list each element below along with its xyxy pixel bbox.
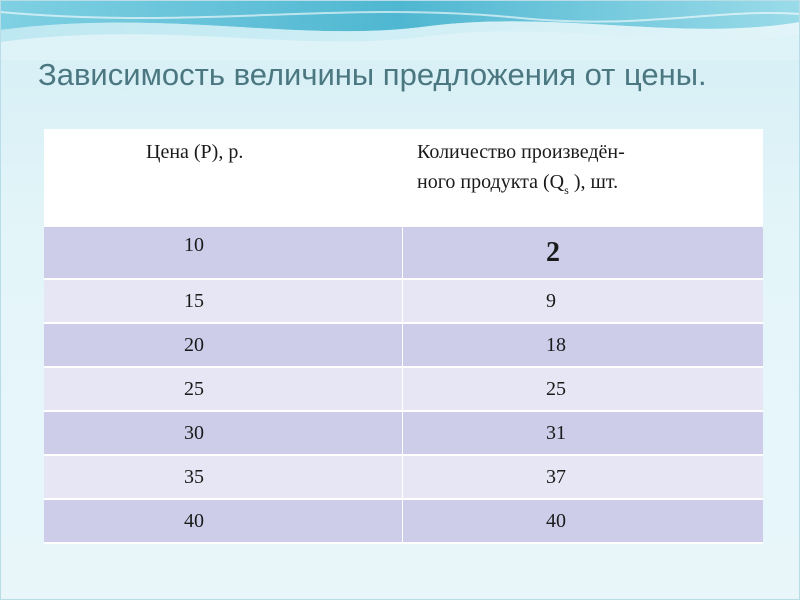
table-row (44, 368, 763, 412)
header-quantity-line2-end: ), шт. (568, 171, 619, 193)
slide-title: Зависимость величины предложения от цены. (38, 57, 707, 92)
quantity-cell (403, 324, 763, 368)
quantity-cell (403, 280, 763, 324)
quantity-value: 25 (546, 377, 566, 400)
decorative-wave-header (0, 0, 800, 60)
quantity-value: 37 (546, 465, 566, 488)
header-quantity (403, 129, 763, 228)
price-value: 15 (184, 289, 204, 312)
table-row (44, 228, 763, 280)
table-row (44, 412, 763, 456)
table-row (44, 280, 763, 324)
quantity-value: 2 (546, 237, 560, 268)
header-quantity-line1: Количество произведён- (417, 141, 625, 163)
price-value: 10 (184, 233, 204, 256)
price-cell (44, 280, 403, 324)
quantity-value: 31 (546, 421, 566, 444)
price-cell (44, 368, 403, 412)
quantity-value: 40 (546, 509, 566, 532)
price-value: 25 (184, 377, 204, 400)
price-cell (44, 324, 403, 368)
quantity-cell (403, 500, 763, 544)
table-row (44, 456, 763, 500)
header-quantity-label (403, 129, 763, 199)
header-price-label: Цена (P), р. (146, 141, 244, 163)
quantity-cell (403, 412, 763, 456)
table-header-row (44, 129, 763, 228)
supply-table (44, 129, 763, 544)
header-quantity-subscript: s (564, 183, 569, 197)
price-value: 35 (184, 465, 204, 488)
table-row (44, 324, 763, 368)
price-value: 30 (184, 421, 204, 444)
table-row (44, 500, 763, 544)
price-cell (44, 412, 403, 456)
quantity-cell (403, 368, 763, 412)
header-price (44, 129, 403, 228)
header-quantity-line2: ного продукта (Q (417, 171, 565, 193)
quantity-cell (403, 228, 763, 280)
price-cell (44, 228, 403, 280)
price-value: 20 (184, 333, 204, 356)
quantity-cell (403, 456, 763, 500)
quantity-value: 18 (546, 333, 566, 356)
quantity-value: 9 (546, 289, 556, 312)
price-cell (44, 456, 403, 500)
price-cell (44, 500, 403, 544)
price-value: 40 (184, 509, 204, 532)
